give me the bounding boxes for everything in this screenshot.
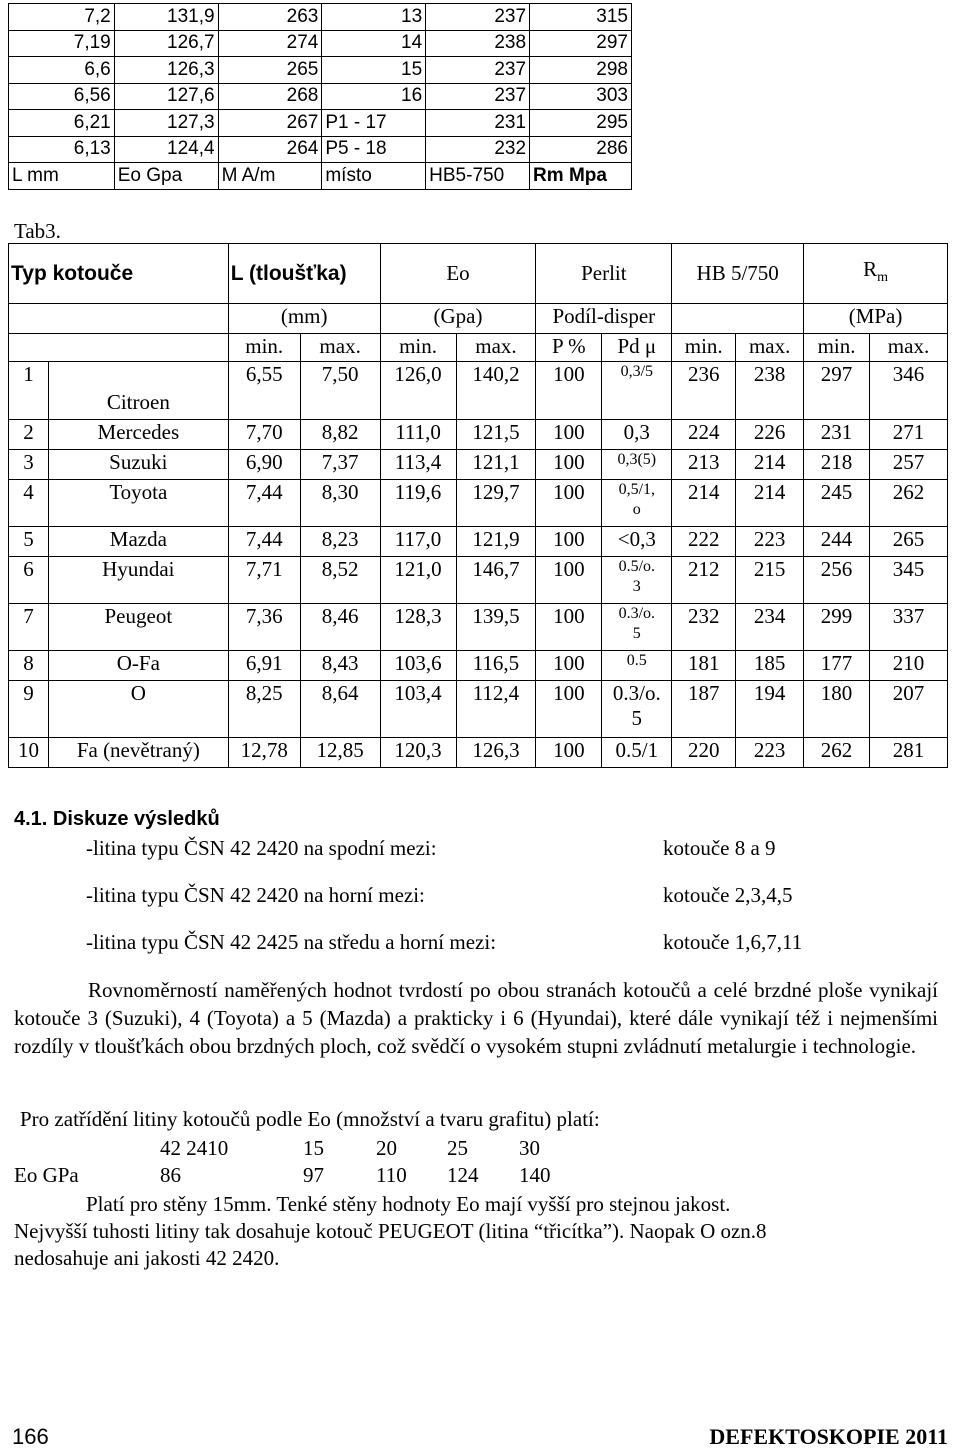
measurements-table <box>8 3 632 190</box>
header-perlit: Perlit <box>536 244 672 304</box>
table-row: 6,56 127,6 268 16 237 303 <box>9 83 632 110</box>
bullet-2: -litina typu ČSN 42 2420 na horní mezi: <box>86 883 425 907</box>
table-row: 7,19 126,7 274 14 238 297 <box>9 30 632 57</box>
header-eo: Eo <box>380 244 536 304</box>
note-1: Platí pro stěny 15mm. Tenké stěny hodnoty Eo mají vyšší pro stejnou jakost. <box>86 1192 731 1216</box>
header-hb: HB 5/750 <box>672 244 804 304</box>
table-row: 5 Mazda 7,44 8,23 117,0 121,9 100 <0,3 222 223 244 265 <box>9 527 948 557</box>
eo-gpa-label: Eo GPa <box>14 1163 79 1187</box>
note-2: Nejvyšší tuhosti litiny tak dosahuje kotouč PEUGEOT (litina “třicítka”). Naopak O ozn.8 <box>14 1219 767 1243</box>
table-row: 4 Toyota 7,44 8,30 119,6 129,7 100 0,5/1, o 214 214 245 262 <box>9 480 948 527</box>
table-row: 6,21 127,3 267 P1 - 17 231 295 <box>9 110 632 137</box>
bullet-3-value: kotouče 1,6,7,11 <box>663 930 803 954</box>
table-row: 10 Fa (nevětraný) 12,78 12,85 120,3 126,3 100 0.5/1 220 223 262 281 <box>9 738 948 768</box>
table-caption: Tab3. <box>14 219 61 243</box>
bullet-1-value: kotouče 8 a 9 <box>663 836 776 860</box>
brake-disc-table <box>8 243 948 768</box>
units-gpa: (Gpa) <box>380 304 536 334</box>
section-title: 4.1. Diskuze výsledků <box>14 808 220 830</box>
minmax-row: min. max. min. max. P % Pd μ min. max. min. max. <box>9 334 948 362</box>
units-mpa: (MPa) <box>804 304 948 334</box>
units-row <box>9 304 948 334</box>
table-header-row: L mm Eo Gpa M A/m místo HB5-750 Rm Mpa <box>9 163 632 190</box>
table-row: 3 Suzuki 6,90 7,37 113,4 121,1 100 0,3(5) 213 214 218 257 <box>9 450 948 480</box>
table-row: 6,6 126,3 265 15 237 298 <box>9 57 632 84</box>
header-row <box>9 244 948 304</box>
table-row: 1 Citroen 6,55 7,50 126,0 140,2 100 0,3/5 236 238 297 346 <box>9 362 948 420</box>
page-number: 166 <box>12 1424 49 1449</box>
header-type: Typ kotouče <box>9 244 229 304</box>
header-thickness: L (tloušťka) <box>228 244 380 304</box>
journal-name: DEFEKTOSKOPIE 2011 <box>709 1424 948 1449</box>
units-mm: (mm) <box>228 304 380 334</box>
classification-intro: Pro zatřídění litiny kotoučů podle Eo (množství a tvaru grafitu) platí: <box>20 1107 600 1131</box>
table-row: 8 O-Fa 6,91 8,43 103,6 116,5 100 0.5 181 185 177 210 <box>9 651 948 681</box>
paragraph: Rovnoměrností naměřených hodnot tvrdostí po obou stranách kotoučů a celé brzdné ploše vynikají kotouče 3 (Suzuki), 4 (Toyota) a 5 (Mazda) a prakticky i 6 (Hyundai), které dále vynikají též i nejmenšími rozdíly v tloušťkách obou brzdných ploch, což svědčí o vysokém stupni zvládnutí metalurgie i technologie. <box>14 978 938 1058</box>
note-3: nedosahuje ani jakosti 42 2420. <box>14 1246 280 1270</box>
table-row: 6,13 124,4 264 P5 - 18 232 286 <box>9 136 632 163</box>
table-row: 7 Peugeot 7,36 8,46 128,3 139,5 100 0.3/o. 5 232 234 299 337 <box>9 604 948 651</box>
table-row: 6 Hyundai 7,71 8,52 121,0 146,7 100 0.5/o. 3 212 215 256 345 <box>9 557 948 604</box>
bullet-2-value: kotouče 2,3,4,5 <box>663 883 793 907</box>
table-row: 7,2 131,9 263 13 237 315 <box>9 4 632 31</box>
header-rm: $R_m$ <box>804 244 948 304</box>
table-row: 2 Mercedes 7,70 8,82 111,0 121,5 100 0,3 224 226 231 271 <box>9 420 948 450</box>
bullet-3: -litina typu ČSN 42 2425 na středu a horní mezi: <box>86 930 497 954</box>
bullet-1: -litina typu ČSN 42 2420 na spodní mezi: <box>86 836 437 860</box>
units-podil: Podíl-disper <box>536 304 672 334</box>
table-row: 9 O 8,25 8,64 103,4 112,4 100 0.3/o. 5 187 194 180 207 <box>9 681 948 738</box>
